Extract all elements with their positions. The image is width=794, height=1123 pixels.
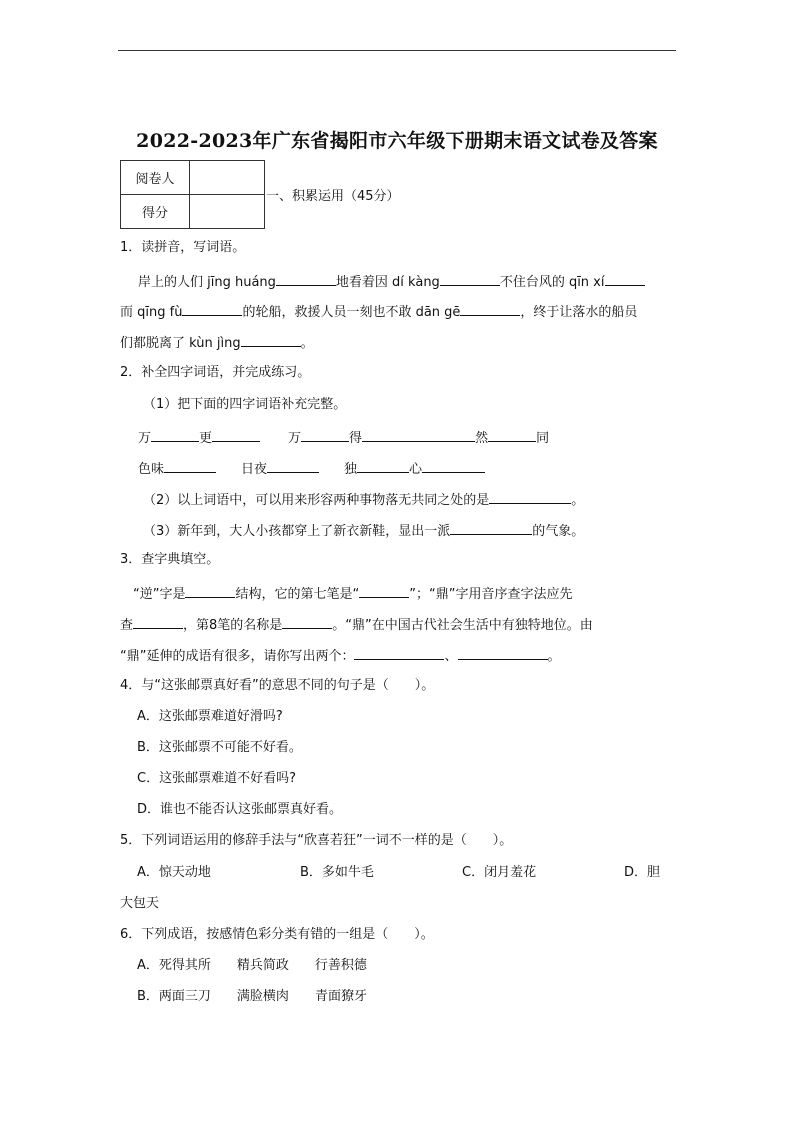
- q2-sub2: （2）以上词语中，可以用来形容两种事物落无共同之处的是 。: [143, 489, 584, 510]
- answer-blank[interactable]: [458, 645, 548, 660]
- q5-heading: 5．下列词语运用的修辞手法与“欣喜若狂”一词不一样的是（ ）。: [120, 833, 513, 848]
- q5-option-a[interactable]: A．惊天动地: [137, 865, 211, 880]
- q4-option-c[interactable]: C．这张邮票难道不好看吗?: [137, 771, 296, 786]
- answer-blank[interactable]: [133, 614, 183, 629]
- answer-blank[interactable]: [267, 458, 319, 473]
- answer-blank[interactable]: [605, 271, 645, 286]
- page-title: 2022-2023年广东省揭阳市六年级下册期末语文试卷及答案: [136, 130, 658, 152]
- answer-blank[interactable]: [422, 458, 485, 473]
- answer-blank[interactable]: [282, 614, 332, 629]
- answer-blank[interactable]: [362, 427, 475, 442]
- q4-option-a[interactable]: A．这张邮票难道好滑吗?: [137, 709, 283, 724]
- answer-blank[interactable]: [301, 427, 349, 442]
- grader-table: [120, 160, 265, 229]
- q5-option-b[interactable]: B．多如牛毛: [300, 865, 374, 880]
- q6-option-a[interactable]: A．死得其所 精兵简政 行善积德: [137, 958, 367, 973]
- q3-heading: 3．查字典填空。: [120, 552, 220, 567]
- q6-heading: 6．下列成语，按感情色彩分类有错的一组是（ ）。: [120, 927, 434, 942]
- q1-line3: 们都脱离了 kùn jìng 。: [120, 332, 314, 353]
- answer-blank[interactable]: [488, 427, 536, 442]
- answer-blank[interactable]: [450, 520, 532, 535]
- q6-option-b[interactable]: B．两面三刀 满脸横肉 青面獠牙: [137, 989, 367, 1004]
- answer-blank[interactable]: [182, 301, 242, 316]
- score-label: 得分: [121, 195, 190, 229]
- answer-blank[interactable]: [489, 489, 571, 504]
- answer-blank[interactable]: [241, 332, 301, 347]
- q2-heading: 2．补全四字词语，并完成练习。: [120, 365, 311, 380]
- q3-line3: “鼎”延伸的成语有很多，请你写出两个： 、 。: [120, 645, 561, 666]
- answer-blank[interactable]: [151, 427, 199, 442]
- q2-words-row2: 色味 日夜 独 心: [138, 458, 485, 479]
- answer-blank[interactable]: [460, 301, 520, 316]
- q5-option-c[interactable]: C．闭月羞花: [462, 865, 537, 880]
- answer-blank[interactable]: [440, 271, 500, 286]
- q2-sub3: （3）新年到，大人小孩都穿上了新衣新鞋，显出一派 的气象。: [143, 520, 584, 541]
- reviewer-label: 阅卷人: [121, 161, 190, 195]
- header-rule: [118, 50, 676, 51]
- q1-heading: 1．读拼音，写词语。: [120, 240, 246, 255]
- answer-blank[interactable]: [359, 583, 409, 598]
- q1-line1: 岸上的人们 jīng huáng 地看着因 dí kàng 不住台风的 qīn xí: [138, 271, 645, 292]
- answer-blank[interactable]: [212, 427, 260, 442]
- q3-line2: 查 ，第8笔的名称是 。“鼎”在中国古代社会生活中有独特地位。由: [120, 614, 593, 635]
- q5-option-d[interactable]: D．胆: [624, 865, 661, 880]
- q4-heading: 4．与“这张邮票真好看”的意思不同的句子是（ ）。: [120, 678, 435, 693]
- answer-blank[interactable]: [185, 583, 235, 598]
- q4-option-d[interactable]: D．谁也不能否认这张邮票真好看。: [137, 802, 343, 817]
- q5-option-d-wrap: 大包天: [120, 896, 160, 911]
- q1-line2: 而 qīng fù 的轮船，救援人员一刻也不敢 dān gē ，终于让落水的船员: [120, 301, 637, 322]
- answer-blank[interactable]: [354, 645, 444, 660]
- section-heading: 一、积累运用（45分）: [266, 189, 400, 204]
- answer-blank[interactable]: [164, 458, 216, 473]
- q2-sub1: （1）把下面的四字词语补充完整。: [143, 397, 347, 412]
- answer-blank[interactable]: [276, 271, 336, 286]
- answer-blank[interactable]: [357, 458, 409, 473]
- q3-line1: “逆”字是 结构，它的第七笔是“ ”；“鼎”字用音序查字法应先: [133, 583, 572, 604]
- reviewer-field[interactable]: [190, 161, 265, 195]
- q4-option-b[interactable]: B．这张邮票不可能不好看。: [137, 740, 302, 755]
- score-field[interactable]: [190, 195, 265, 229]
- q2-words-row1: 万 更 万 得 然 同: [138, 427, 549, 448]
